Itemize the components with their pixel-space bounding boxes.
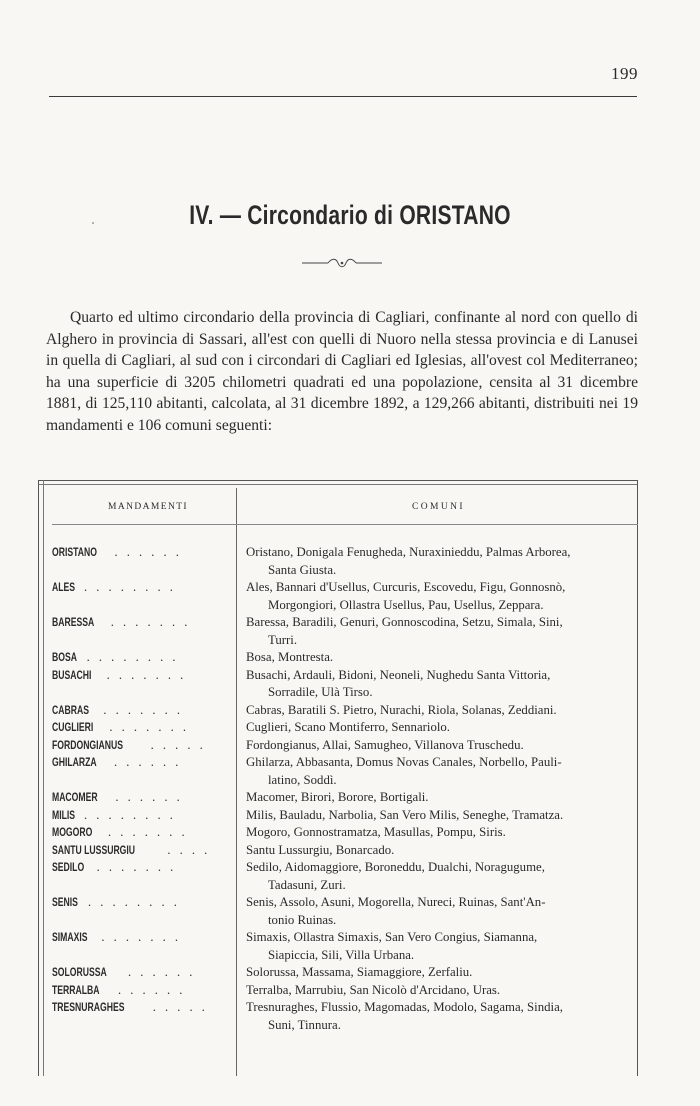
mandamento-cell [38, 649, 230, 667]
comuni-line: Oristano, Donigala Fenugheda, Nuraxinieddu, Palmas Arborea, [246, 545, 571, 559]
mandamento-cell [38, 789, 230, 807]
column-header-comuni: COMUNI [412, 502, 465, 512]
mandamento-cell [38, 719, 230, 737]
mandamento-cell [38, 807, 230, 825]
comuni-line: Macomer, Birori, Borore, Bortigali. [246, 790, 429, 804]
table-header-rule [52, 524, 638, 525]
table-body [38, 544, 638, 1034]
leader-dots: . . . . . [150, 737, 206, 752]
leader-dots: . . . . . . [128, 965, 196, 979]
table-top-rule [38, 480, 638, 481]
comuni-line: Bosa, Montresta. [246, 650, 334, 664]
mandamento-name: BUSACHI [52, 667, 92, 682]
comuni-line: Ghilarza, Abbasanta, Domus Novas Canales, Norbello, Pauli- [246, 755, 562, 769]
mandamento-cell [38, 999, 230, 1017]
leader-dots: . . . . . . . [108, 825, 188, 839]
leader-dots: . . . . . . [115, 790, 183, 804]
table-row [38, 964, 638, 982]
comuni-line: Ales, Bannari d'Usellus, Curcuris, Escovedu, Figu, Gonnosnò, [246, 580, 566, 594]
mandamento-name: MACOMER [52, 790, 98, 804]
leader-dots: . . . . . . [114, 545, 182, 559]
comuni-line: Santu Lussurgiu, Bonarcado. [246, 842, 395, 857]
table-row [38, 754, 638, 789]
comuni-line: Milis, Bauladu, Narbolia, San Vero Milis, Seneghe, Tramatza. [246, 807, 564, 822]
mandamento-name: MOGORO [52, 825, 93, 839]
comuni-cell [246, 894, 610, 929]
comuni-line-continuation: latino, Soddì. [268, 772, 337, 787]
table-row [38, 737, 638, 755]
table-row [38, 789, 638, 807]
comuni-cell [246, 544, 610, 579]
mandamento-name: SIMAXIS [52, 930, 88, 944]
mandamento-cell [38, 754, 230, 772]
mandamento-name: SENIS [52, 895, 78, 909]
comuni-line-continuation: Morgongiori, Ollastra Usellus, Pau, Usellus, Zeppara. [268, 597, 544, 612]
leader-dots: . . . . . . . [103, 702, 183, 717]
mandamento-name: BARESSA [52, 615, 95, 629]
table-top-rule-inner [38, 484, 638, 485]
comuni-cell [246, 789, 610, 807]
table-row [38, 999, 638, 1034]
comuni-line: Mogoro, Gonnostramatza, Masullas, Pompu, Siris. [246, 825, 506, 839]
comuni-line: Fordongianus, Allai, Samugheo, Villanova Truschedu. [246, 737, 524, 752]
leader-dots: . . . . . . . . [88, 895, 180, 909]
table-row [38, 859, 638, 894]
comuni-cell [246, 579, 610, 614]
table-row [38, 649, 638, 667]
mandamento-name: ALES [52, 580, 76, 594]
leader-dots: . . . . . . . . [84, 580, 176, 594]
mandamento-cell [38, 667, 230, 685]
comuni-cell [246, 824, 610, 842]
leader-dots: . . . . . . . . [86, 650, 179, 664]
leader-dots: . . . . [167, 842, 211, 857]
comuni-line: Baressa, Baradili, Genuri, Gonnoscodina, Setzu, Simala, Sini, [246, 615, 563, 629]
leader-dots: . . . . . . [114, 755, 182, 769]
comuni-cell [246, 614, 610, 649]
comuni-cell [246, 964, 610, 982]
table-row [38, 614, 638, 649]
mandamento-name: TERRALBA [52, 982, 100, 997]
table-row [38, 824, 638, 842]
mandamento-cell [38, 544, 230, 562]
header-rule [49, 96, 637, 97]
table-row [38, 544, 638, 579]
mandamento-name: SOLORUSSA [52, 965, 107, 979]
comuni-cell [246, 667, 610, 702]
table-row [38, 807, 638, 825]
mandamento-cell [38, 842, 230, 860]
leader-dots: . . . . . . [118, 982, 186, 997]
comuni-line-continuation: Santa Giusta. [268, 562, 337, 577]
comuni-line-continuation: tonio Ruinas. [268, 912, 337, 927]
table-row [38, 579, 638, 614]
leader-dots: . . . . . . . . [84, 807, 176, 822]
leader-dots: . . . . . . . [109, 720, 189, 734]
mandamento-name: FORDONGIANUS [52, 737, 124, 752]
comuni-cell [246, 859, 610, 894]
table-row [38, 702, 638, 720]
mandamento-cell [38, 579, 230, 597]
mandamento-name: MILIS [52, 807, 76, 822]
comuni-line: Busachi, Ardauli, Bidoni, Neoneli, Nughedu Santa Vittoria, [246, 667, 551, 682]
mandamento-name: SANTU LUSSURGIU [52, 842, 136, 857]
mandamento-cell [38, 737, 230, 755]
mandamento-cell [38, 824, 230, 842]
mandamento-name: ORISTANO [52, 545, 97, 559]
table-row [38, 982, 638, 1000]
comuni-line: Tresnuraghes, Flussio, Magomadas, Modolo, Sagama, Sindia, [246, 1000, 563, 1014]
leader-dots: . . . . . . . [101, 930, 181, 944]
comuni-line: Senis, Assolo, Asuni, Mogorella, Nureci, Ruinas, Sant'An- [246, 895, 546, 909]
mandamento-cell [38, 964, 230, 982]
comuni-line: Sedilo, Aidomaggiore, Boroneddu, Dualchi, Noragugume, [246, 860, 545, 874]
comuni-cell [246, 754, 610, 789]
comuni-cell [246, 719, 610, 737]
table-row [38, 719, 638, 737]
mandamento-name: BOSA [52, 650, 77, 664]
mandamento-name: TRESNURAGHES [52, 1000, 125, 1014]
page-number: 199 [611, 64, 638, 83]
mandamento-cell [38, 702, 230, 720]
mandamenti-table [38, 480, 638, 1076]
leader-dots: . . . . . . . [96, 860, 177, 874]
comuni-line: Cabras, Baratili S. Pietro, Nurachi, Riola, Solanas, Zeddiani. [246, 702, 557, 717]
table-row [38, 667, 638, 702]
leader-dots: . . . . . . . [106, 667, 187, 682]
comuni-cell [246, 929, 610, 964]
mandamento-name: CABRAS [52, 702, 89, 717]
comuni-cell [246, 842, 610, 860]
table-row [38, 894, 638, 929]
comuni-line-continuation: Turri. [268, 632, 298, 647]
mandamento-cell [38, 929, 230, 947]
comuni-line-continuation: Sorradile, Ulà Tirso. [268, 685, 373, 699]
leader-dots: . . . . . [152, 1000, 208, 1014]
mandamento-name: GHILARZA [52, 755, 97, 769]
mandamento-cell [38, 859, 230, 877]
comuni-line-continuation: Tadasuni, Zuri. [268, 877, 346, 892]
leader-dots: . . . . . . . [110, 615, 191, 629]
comuni-line: Terralba, Marrubiu, San Nicolò d'Arcidano, Uras. [246, 982, 501, 997]
table-row [38, 842, 638, 860]
ornament-divider-icon [300, 257, 384, 269]
table-row [38, 929, 638, 964]
comuni-cell [246, 649, 610, 667]
comuni-cell [246, 807, 610, 825]
comuni-line-continuation: Suni, Tinnura. [268, 1017, 341, 1032]
mandamento-cell [38, 982, 230, 1000]
comuni-line: Cuglieri, Scano Montiferro, Sennariolo. [246, 720, 451, 734]
chapter-title: IV. — Circondario di ORISTANO [189, 200, 511, 230]
mandamento-name: SEDILO [52, 860, 85, 874]
comuni-line: Simaxis, Ollastra Simaxis, San Vero Congius, Siamanna, [246, 930, 538, 944]
mandamento-cell [38, 614, 230, 632]
mandamento-name: CUGLIERI [52, 720, 94, 734]
comuni-cell [246, 982, 610, 1000]
mandamento-cell [38, 894, 230, 912]
comuni-line: Solorussa, Massama, Siamaggiore, Zerfaliu. [246, 965, 473, 979]
comuni-cell [246, 702, 610, 720]
comuni-line-continuation: Siapiccia, Sili, Villa Urbana. [268, 947, 415, 962]
column-header-mandamenti: MANDAMENTI [108, 502, 188, 512]
comuni-cell [246, 737, 610, 755]
comuni-cell [246, 999, 610, 1034]
intro-paragraph: Quarto ed ultimo circondario della provincia di Cagliari, confinante al nord con quello di Alghero in provincia di Sassari, all'est con quelli di Nuoro nella stessa provincia e di Lanusei in quella di Cagliari, al sud con i circondari di Cagliari ed Iglesias, all'ovest col Mediterraneo; ha una superficie di 3205 chilometri quadrati ed una popolazione, censita al 31 dicembre 1881, di 125,110 abitanti, calcolata, al 31 dicembre 1892, a 129,266 abitanti, distribuiti nei 19 mandamenti e 106 comuni seguenti: [46, 309, 638, 434]
